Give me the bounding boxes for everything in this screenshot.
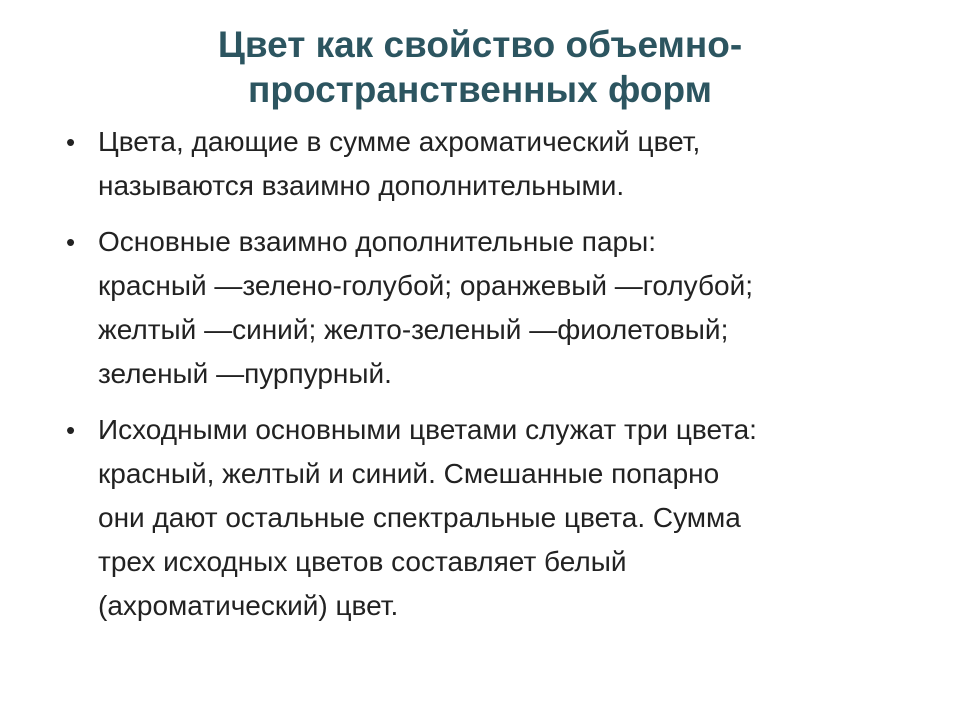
bullet-item-1	[60, 120, 920, 208]
bullet-dot-icon: •	[66, 415, 76, 445]
bullet-dot-icon: •	[66, 227, 76, 257]
bullet-1-line-2: называются взаимно дополнительными.	[98, 170, 625, 201]
bullet-1-line-1: Цвета, дающие в сумме ахроматический цвет,	[98, 126, 701, 157]
slide-title	[80, 22, 880, 112]
bullet-2-line-2: красный —зелено-голубой; оранжевый —голубой;	[98, 270, 753, 301]
bullet-2-line-1: Основные взаимно дополнительные пары:	[98, 226, 657, 257]
bullet-item-3	[60, 408, 920, 628]
bullet-3-line-1: Исходными основными цветами служат три цвета:	[98, 414, 757, 445]
slide-title-line-1: Цвет как свойство объемно-	[217, 24, 743, 65]
bullet-item-2	[60, 220, 920, 396]
bullet-3-line-3: они дают остальные спектральные цвета. Сумма	[98, 502, 741, 533]
slide-title-line-2: пространственных форм	[248, 69, 712, 110]
bullet-2-line-4: зеленый —пурпурный.	[98, 358, 392, 389]
bullet-3-line-5: (ахроматический) цвет.	[98, 590, 399, 621]
bullet-3-line-4: трех исходных цветов составляет белый	[98, 546, 627, 577]
bullet-3-line-2: красный, желтый и синий. Смешанные попарно	[98, 458, 720, 489]
bullet-dot-icon: •	[66, 127, 76, 157]
bullet-2-line-3: желтый —синий; желто-зеленый —фиолетовый;	[98, 314, 729, 345]
bullet-list	[60, 120, 920, 640]
